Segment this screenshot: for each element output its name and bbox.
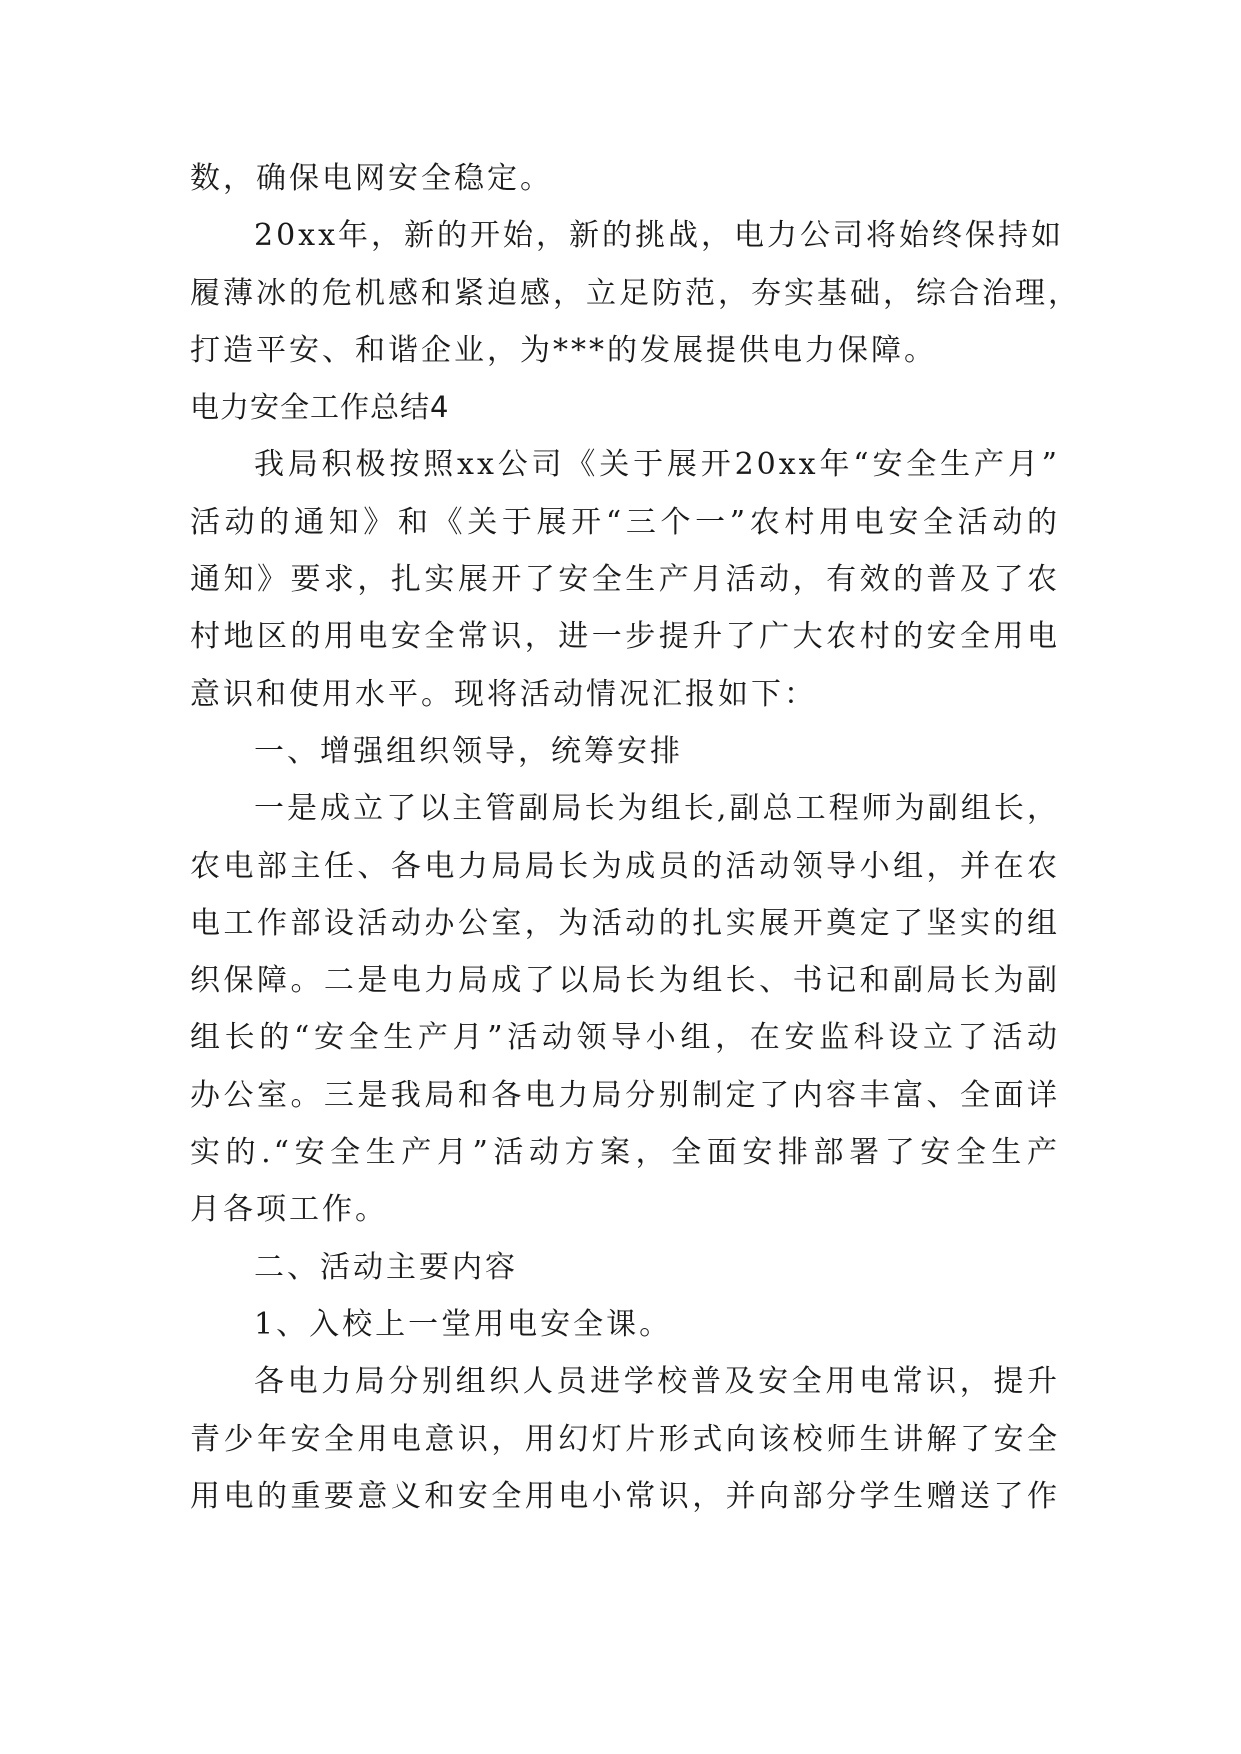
- text-line: 1、入校上一堂用电安全课。: [254, 1306, 673, 1342]
- text-line: 意识和使用水平。现将活动情况汇报如下：: [190, 676, 817, 712]
- text-line: 用电的重要意义和安全用电小常识，并向部分学生赠送了作: [190, 1478, 1060, 1514]
- text-line: 通知》要求，扎实展开了安全生产月活动，有效的普及了农: [190, 562, 1060, 598]
- text-line: 实的.“安全生产月”活动方案，全面安排部署了安全生产: [190, 1135, 1060, 1171]
- text-line: 一是成立了以主管副局长为组长,副总工程师为副组长，: [254, 791, 1060, 827]
- text-line: 村地区的用电安全常识，进一步提升了广大农村的安全用电: [190, 619, 1060, 655]
- text-line: 月各项工作。: [190, 1192, 388, 1228]
- text-line: 农电部主任、各电力局局长为成员的活动领导小组，并在农: [190, 848, 1060, 884]
- text-line: 青少年安全用电意识，用幻灯片形式向该校师生讲解了安全: [190, 1421, 1060, 1457]
- text-line: 办公室。三是我局和各电力局分别制定了内容丰富、全面详: [190, 1077, 1060, 1113]
- document-body: [190, 150, 1081, 1525]
- text-line: 打造平安、和谐企业，为***的发展提供电力保障。: [190, 332, 937, 368]
- text-line: 履薄冰的危机感和紧迫感，立足防范，夯实基础，综合治理，: [190, 275, 1081, 311]
- text-line: 组长的“安全生产月”活动领导小组，在安监科设立了活动: [190, 1020, 1060, 1056]
- text-line: 一、增强组织领导，统筹安排: [254, 733, 683, 769]
- section-heading: 电力安全工作总结4: [190, 390, 450, 425]
- text-line: 织保障。二是电力局成了以局长为组长、书记和副局长为副: [190, 963, 1060, 999]
- text-line: 活动的通知》和《关于展开“三个一”农村用电安全活动的: [190, 504, 1060, 540]
- text-line: 我局积极按照xx公司《关于展开20xx年“安全生产月”: [254, 447, 1060, 483]
- text-line: 二、活动主要内容: [254, 1249, 518, 1285]
- text-line: 20xx年，新的开始，新的挑战，电力公司将始终保持如: [254, 218, 1065, 254]
- text-line: 各电力局分别组织人员进学校普及安全用电常识，提升: [254, 1364, 1060, 1400]
- text-line: 数，确保电网安全稳定。: [190, 161, 553, 196]
- text-line: 电工作部设活动办公室，为活动的扎实展开奠定了坚实的组: [190, 905, 1060, 941]
